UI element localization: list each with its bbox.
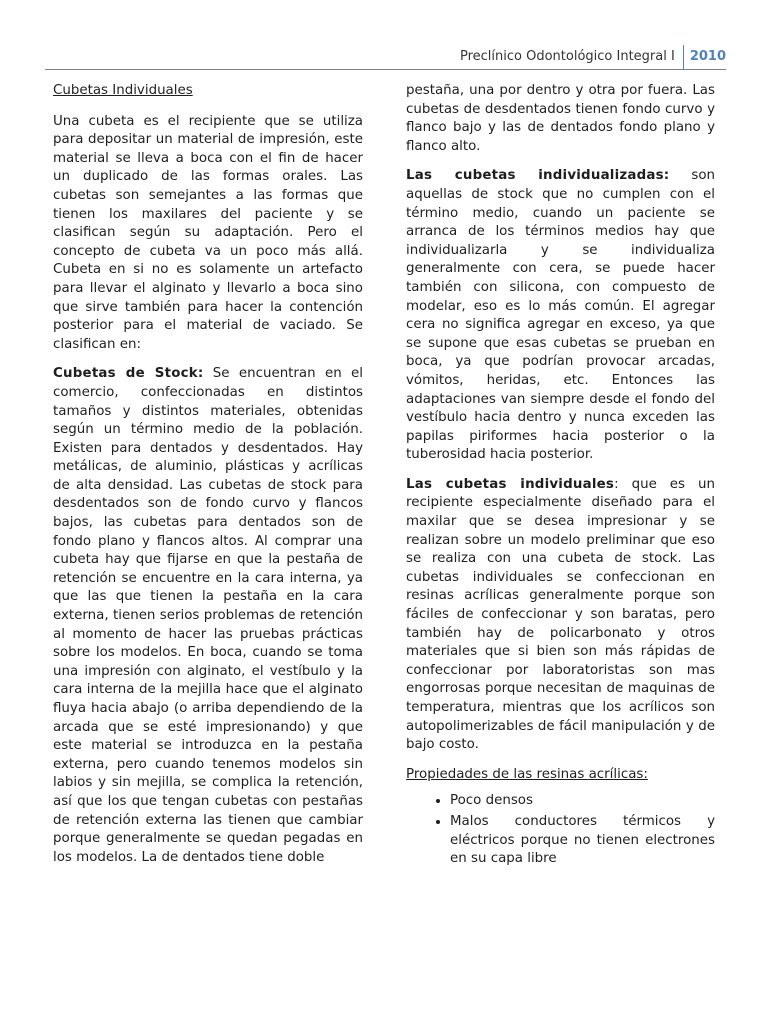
individualizadas-paragraph (406, 167, 715, 465)
right-column (406, 82, 715, 871)
individualizadas-label: Las cubetas individualizadas: (406, 168, 670, 184)
page-header (460, 44, 726, 70)
section-heading: Cubetas Individuales (53, 83, 193, 98)
intro-paragraph: Una cubeta es el recipiente que se utiliza para depositar un material de impresión, este material se lleva a boca con el fin de hacer un duplicado de las formas orales. Las cubetas son semejantes a las formas que tienen los maxilares del paciente y se clasifican según su adaptación. Pero el concepto de cubeta va un poco más allá. Cubeta en si no es solamente un artefacto para llevar el alginato y llevarlo a boca sino que sirve también para hacer la contención posterior para el material de vaciado. Se clasifican en: (53, 113, 363, 352)
list-item: • Malos conductores térmicos y eléctricos porque no tienen electrones en su capa libre (450, 813, 715, 869)
individuales-paragraph (406, 476, 715, 755)
left-column (53, 82, 363, 878)
individuales-text: : que es un recipiente especialmente diseñado para el maxilar que se desea impresionar y se realizan sobre un modelo preliminar que eso se realiza con una cubeta de stock. Las cubetas individuales se confeccionan en resinas acrílicas generalmente porque son fáciles de confeccionar y son baratas, pero también hay de policarbonato y otros materiales que si bien son más rápidas de confeccionar por laboratoristas son mas engorrosas porque necesitan de maquinas de temperatura, mientras que los acrílicos son autopolimerizables de fácil manipulación y de bajo costo. (406, 476, 715, 753)
header-title: Preclínico Odontológico Integral I (460, 45, 684, 69)
propiedades-list (406, 792, 715, 868)
propiedades-heading: Propiedades de las resinas acrílicas: (406, 766, 648, 782)
individuales-label: Las cubetas individuales (406, 476, 615, 492)
stock-label: Cubetas de Stock: (53, 366, 204, 382)
header-rule (45, 69, 726, 70)
stock-text: Se encuentran en el comercio, confeccionadas en distintos tamaños y distintos materiales, obtenidas según un término medio de la población. Existen para dentados y desdentados. Hay metálicas, de aluminio, plásticas y acrílicas de alta densidad. Las cubetas de stock para desdentados son de fondo curvo y flancos bajos, las cubetas para dentados son de fondo plano y flancos altos. Al comprar una cubeta hay que fijarse en que la pestaña de retención se encuentre en la cara interna, ya que las que tienen la pestaña en la cara externa, tienen serios problemas de retención al momento de hacer las pruebas prácticas sobre los modelos. En boca, cuando se toma una impresión con alginato, el vestíbulo y la cara interna de la mejilla hace que el alginato fluya hacia abajo (o arriba dependiendo de la arcada que se esté impresionando) y que este material se introduzca en la pestaña externa, pero cuando tenemos modelos sin labios y sin mejilla, se complica la retención, así que los que tengan cubetas con pestañas de retención externa las tienen que cambiar porque generalmente se quedan pegadas en los modelos. La de dentados tiene doble (53, 366, 363, 865)
continued-paragraph: pestaña, una por dentro y otra por fuera. Las cubetas de desdentados tienen fondo curvo y flanco bajo y las de dentados fondo plano y flanco alto. (406, 83, 715, 154)
individualizadas-text: son aquellas de stock que no cumplen con el término medio, cuando un paciente se arranca de los términos medios hay que individualizarla y se individualiza generalmente con cera, se puede hacer también con silicona, con compuesto de modelar, eso es lo más común. El agregar cera no significa agregar en exceso, ya que se supone que esas cubetas se prueban en boca, ya que podrían provocar arcadas, vómitos, heridas, etc. Entonces las adaptaciones van siempre desde el fondo del vestíbulo hacia dentro y nunca exceden las papilas piriformes hacia posterior o la tuberosidad hacia posterior. (406, 168, 716, 463)
stock-paragraph (53, 365, 363, 867)
header-year: 2010 (689, 49, 726, 64)
list-item: • Poco densos (450, 792, 715, 811)
